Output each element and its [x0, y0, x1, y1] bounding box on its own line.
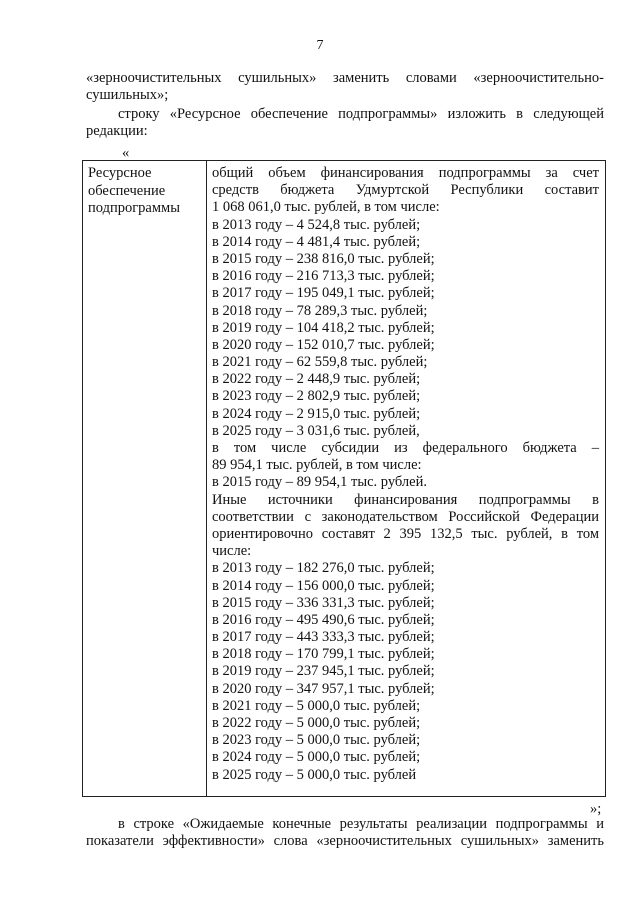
funding-line: Иные источники финансирования подпрограммы в [212, 491, 599, 508]
funding-line: в 2016 году – 495 490,6 тыс. рублей; [212, 611, 435, 628]
intro-line: «зерноочистительных сушильных» заменить словами «зерноочистительно- [86, 70, 604, 86]
funding-line: числе: [212, 543, 252, 560]
funding-line: 1 068 061,0 тыс. рублей, в том числе: [212, 199, 440, 216]
row-label [88, 165, 200, 218]
funding-line: в 2016 году – 216 713,3 тыс. рублей; [212, 268, 435, 285]
funding-line: в 2021 году – 62 559,8 тыс. рублей; [212, 354, 428, 371]
funding-line: в 2025 году – 5 000,0 тыс. рублей [212, 766, 417, 783]
column-divider [206, 161, 207, 796]
funding-line: в 2018 году – 170 799,1 тыс. рублей; [212, 646, 435, 663]
funding-line: в 2018 году – 78 289,3 тыс. рублей; [212, 302, 428, 319]
funding-line: в 2017 году – 443 333,3 тыс. рублей; [212, 629, 435, 646]
instruction-paragraph [86, 106, 604, 140]
funding-line: в 2023 году – 5 000,0 тыс. рублей; [212, 732, 421, 749]
resource-table [82, 160, 606, 797]
funding-line: в 2025 году – 3 031,6 тыс. рублей, [212, 422, 420, 439]
funding-line: в 2013 году – 182 276,0 тыс. рублей; [212, 560, 435, 577]
funding-line: в 2020 году – 152 010,7 тыс. рублей; [212, 336, 435, 353]
row-label-line: подпрограммы [88, 200, 180, 216]
outro-line: показатели эффективности» слова «зерноочистительных сушильных» заменить [86, 833, 604, 849]
funding-line: в 2022 году – 2 448,9 тыс. рублей; [212, 371, 421, 388]
funding-line: в 2022 году – 5 000,0 тыс. рублей; [212, 715, 421, 731]
funding-line: в 2024 году – 5 000,0 тыс. рублей; [212, 749, 421, 766]
funding-line: общий объем финансирования подпрограммы за счет [212, 165, 599, 181]
outro-paragraph [86, 816, 604, 850]
funding-line: 89 954,1 тыс. рублей, в том числе: [212, 457, 422, 474]
funding-line: в 2017 году – 195 049,1 тыс. рублей; [212, 285, 435, 302]
row-label-line: Ресурсное [88, 165, 152, 181]
page-number: 7 [316, 38, 324, 53]
intro-paragraph [86, 70, 604, 104]
row-label-line: обеспечение [88, 182, 166, 199]
funding-line: в 2014 году – 4 481,4 тыс. рублей; [212, 233, 421, 250]
funding-line: в 2015 году – 336 331,3 тыс. рублей; [212, 594, 435, 611]
funding-line: в 2024 году – 2 915,0 тыс. рублей; [212, 405, 421, 422]
instruction-line: редакции: [86, 123, 148, 139]
funding-line: в 2015 году – 89 954,1 тыс. рублей. [212, 474, 427, 491]
funding-line: в 2015 году – 238 816,0 тыс. рублей; [212, 250, 435, 267]
opening-quote: « [122, 145, 130, 161]
funding-line: в том числе субсидии из федерального бюджета – [212, 440, 599, 456]
funding-line: в 2023 году – 2 802,9 тыс. рублей; [212, 388, 421, 405]
outro-line: в строке «Ожидаемые конечные результаты реализации подпрограммы и [118, 816, 604, 832]
funding-line: в 2019 году – 237 945,1 тыс. рублей; [212, 663, 435, 680]
funding-line: средств бюджета Удмуртской Республики составит [212, 182, 599, 199]
funding-line: в 2014 году – 156 000,0 тыс. рублей; [212, 577, 435, 594]
intro-line: сушильных»; [86, 87, 169, 103]
instruction-line: строку «Ресурсное обеспечение подпрограммы» изложить в следующей [118, 106, 604, 122]
funding-line: в 2021 году – 5 000,0 тыс. рублей; [212, 697, 421, 714]
funding-line: в 2013 году – 4 524,8 тыс. рублей; [212, 216, 421, 233]
closing-quote: »; [590, 801, 602, 817]
funding-line: ориентировочно составят 2 395 132,5 тыс. рублей, в том [212, 525, 599, 542]
funding-line: в 2019 году – 104 418,2 тыс. рублей; [212, 319, 435, 336]
row-content [212, 165, 599, 784]
funding-line: в 2020 году – 347 957,1 тыс. рублей; [212, 680, 435, 697]
funding-line: соответствии с законодательством Российской Федерации [212, 508, 599, 525]
